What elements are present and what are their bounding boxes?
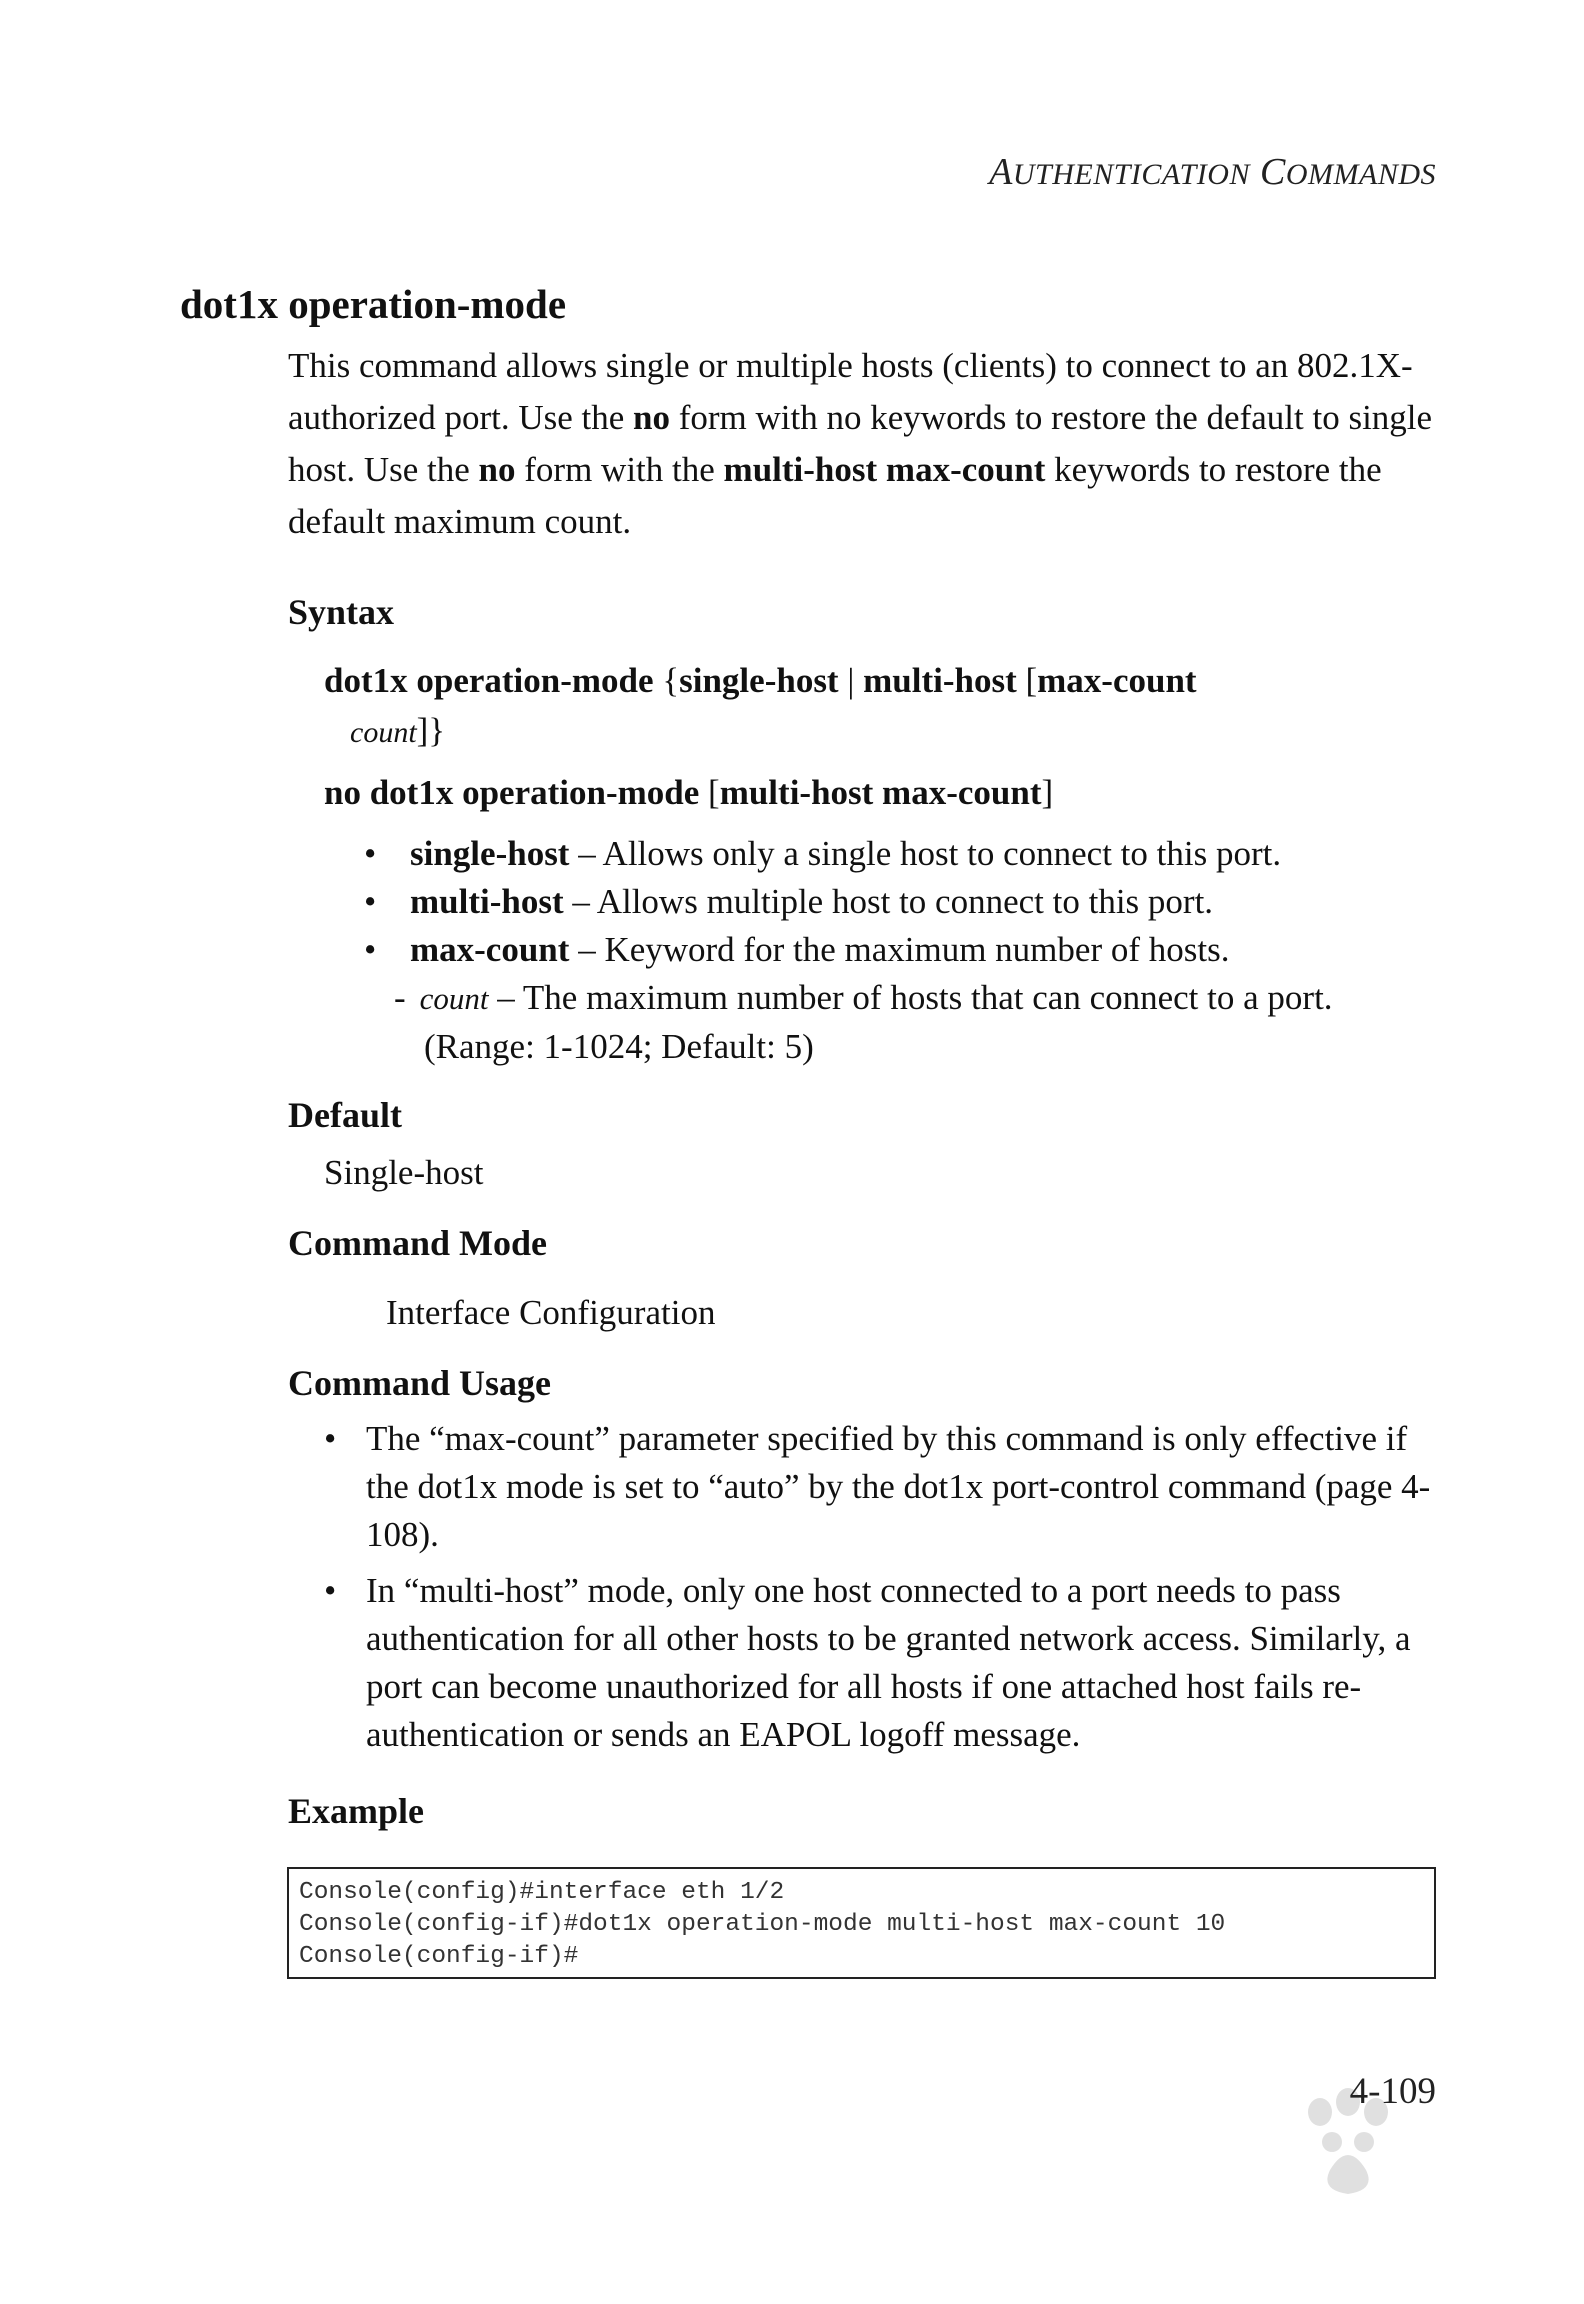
param-name: single-host: [410, 834, 570, 873]
param-desc: – Keyword for the maximum number of hosts.: [569, 930, 1230, 969]
running-head: [989, 150, 1436, 194]
subparam-range: (Range: 1-1024; Default: 5): [424, 1027, 814, 1066]
command-mode-value: Interface Configuration: [386, 1293, 716, 1332]
default-value: Single-host: [324, 1153, 484, 1192]
intro-paragraph: [288, 340, 1448, 548]
syntax-opt-single-host: single-host: [679, 661, 839, 700]
param-name: max-count: [410, 930, 570, 969]
param-item: [364, 830, 1448, 878]
syntax-pipe: |: [838, 661, 864, 700]
syntax-brace-open: {: [662, 661, 680, 700]
syntax-kw-max-count: max-count: [1037, 661, 1197, 700]
code-line: Console(config)#interface eth 1/2: [299, 1879, 785, 1906]
running-head-cap-1: A: [989, 151, 1013, 193]
param-list: [288, 830, 1448, 974]
subparam-dash: -: [394, 978, 406, 1017]
running-head-rest-1: UTHENTICATION: [1012, 158, 1250, 191]
syntax-opt-multi-host: multi-host: [863, 661, 1026, 700]
running-head-cap-2: C: [1259, 151, 1286, 193]
default-heading: Default: [288, 1095, 402, 1135]
param-desc: – Allows only a single host to connect to this port.: [569, 834, 1282, 873]
subparam-desc: – The maximum number of hosts that can connect to a port.: [488, 978, 1333, 1017]
syntax-bracket-open: [: [1025, 661, 1038, 700]
param-name: multi-host: [410, 882, 564, 921]
syntax-no-bracket-close: ]: [1041, 773, 1054, 812]
subparam-count: [394, 974, 1448, 1071]
page-number: 4-109: [1349, 2071, 1436, 2112]
command-title: dot1x operation-mode: [180, 281, 567, 327]
param-desc: – Allows multiple host to connect to this port.: [563, 882, 1214, 921]
code-line: Console(config-if)#: [299, 1943, 579, 1970]
syntax-cmd: dot1x operation-mode: [324, 661, 663, 700]
syntax-line-1: [324, 656, 1448, 758]
example-code-box: [287, 1867, 1436, 1979]
syntax-close: ]}: [416, 711, 446, 750]
running-head-rest-2: OMMANDS: [1285, 158, 1436, 191]
page-body: [288, 340, 1448, 1837]
intro-keyword-no-1: no: [633, 398, 670, 437]
command-usage-heading: Command Usage: [288, 1363, 552, 1403]
syntax-arg-count: count: [350, 716, 417, 749]
intro-text-1: This command allows single or multiple hosts (clients) to connect to an 802.1X-authorized port. Use the: [288, 346, 1413, 437]
usage-list: [288, 1415, 1448, 1759]
intro-keyword-multi-host: multi-host max-count: [723, 450, 1046, 489]
example-heading: Example: [288, 1791, 425, 1831]
syntax-no-cmd: no dot1x operation-mode: [324, 773, 709, 812]
usage-item: • The “max-count” parameter specified by this command is only effective if the dot1x mode is set to “auto” by the dot1x port-control command (page 4-108).: [324, 1415, 1448, 1559]
syntax-no-kw: multi-host max-count: [719, 773, 1042, 812]
command-mode-heading: Command Mode: [288, 1223, 547, 1263]
syntax-heading: Syntax: [288, 592, 395, 632]
param-item: [364, 878, 1448, 926]
usage-item: • In “multi-host” mode, only one host connected to a port needs to pass authentication for all other hosts to be granted network access. Similarly, a port can become unauthorized for all hosts if one attached host fails re-authentication or sends an EAPOL logoff message.: [324, 1567, 1448, 1759]
intro-text-3: form with the: [515, 450, 724, 489]
subparam-arg: count: [419, 981, 489, 1016]
syntax-line-2: [324, 768, 1448, 818]
syntax-no-bracket-open: [: [708, 773, 720, 812]
intro-text-2: form with no keywords to restore the default to single host. Use the: [288, 398, 1433, 489]
intro-text-4: keywords to restore the default maximum count.: [288, 450, 1382, 541]
code-line: Console(config-if)#dot1x operation-mode multi-host max-count 10: [299, 1911, 1226, 1938]
intro-keyword-no-2: no: [478, 450, 516, 489]
param-item: [364, 926, 1448, 974]
